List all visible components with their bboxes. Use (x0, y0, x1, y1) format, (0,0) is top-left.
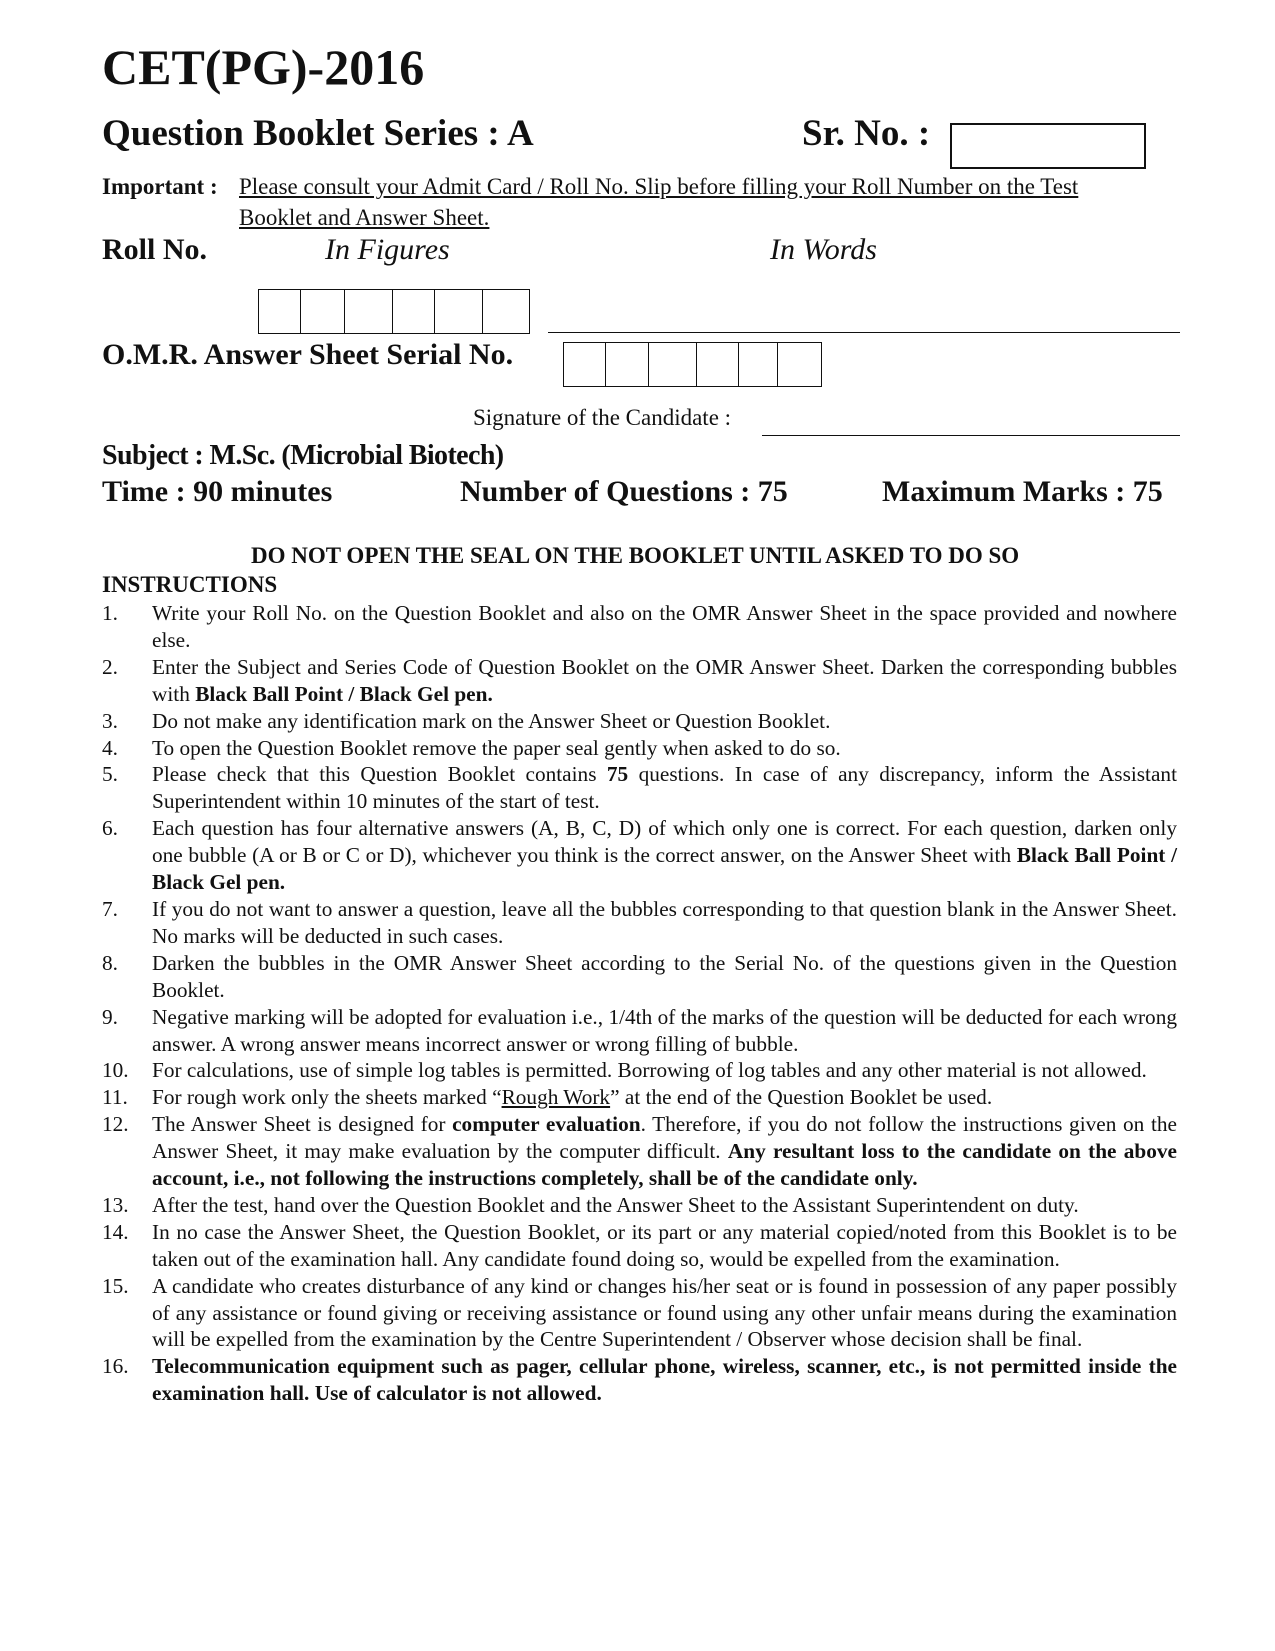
roll-no-label: Roll No. (102, 233, 207, 266)
instruction-text: computer evaluation (452, 1112, 641, 1137)
omr-digit-cell[interactable] (649, 343, 697, 386)
instruction-number: 7. (102, 896, 118, 921)
num-questions-label: Number of Questions : 75 (460, 475, 788, 508)
sr-no-box[interactable] (950, 123, 1146, 169)
instruction-text: Black Ball Point / Black Gel pen. (152, 843, 1177, 895)
instructions-heading: INSTRUCTIONS (102, 572, 278, 597)
instruction-item (102, 1084, 1177, 1111)
roll-digit-cell[interactable] (435, 290, 483, 333)
instruction-text: questions. In case of any discrepancy, inform the Assistant Superintendent within 10 minutes of the start of test. (152, 762, 1177, 814)
omr-label: O.M.R. Answer Sheet Serial No. (102, 338, 514, 371)
instruction-text: To open the Question Booklet remove the paper seal gently when asked to do so. (152, 735, 841, 760)
instruction-text: Each question has four alternative answers (A, B, C, D) of which only one is correct. For each question, darken only one bubble (A or B or C or D), whichever you think is the correct answer, on the Answer Sheet with (152, 816, 1177, 868)
instruction-text: Any resultant loss to the candidate on the above account, i.e., not following the instructions completely, shall be of the candidate only. (152, 1139, 1177, 1191)
instruction-number: 14. (102, 1219, 129, 1244)
max-marks-label: Maximum Marks : 75 (882, 475, 1163, 508)
instruction-number: 9. (102, 1004, 118, 1029)
subject-label: Subject : M.Sc. (Microbial Biotech) (102, 440, 504, 471)
instruction-item (102, 761, 1177, 815)
instruction-item (102, 1353, 1177, 1407)
omr-digit-cell[interactable] (564, 343, 606, 386)
instruction-text: Please check that this Question Booklet contains (152, 762, 607, 787)
instruction-text: A candidate who creates disturbance of any kind or changes his/her seat or is found in possession of any paper possibly of any assistance or found giving or receiving assistance or found using any other unfair means during the examination will be expelled from the examination by the Centre Superintendent / Observer whose decision shall be final. (152, 1273, 1177, 1352)
instruction-number: 11. (102, 1085, 128, 1110)
instruction-item (102, 1219, 1177, 1273)
instruction-item (102, 1111, 1177, 1192)
exam-title: CET(PG)-2016 (102, 39, 425, 95)
signature-label: Signature of the Candidate : (473, 405, 732, 430)
instruction-number: 6. (102, 816, 118, 841)
instruction-number: 1. (102, 601, 118, 625)
instruction-item (102, 1192, 1177, 1219)
roll-digit-cell[interactable] (483, 290, 529, 333)
instruction-number: 2. (102, 654, 118, 679)
roll-digit-cell[interactable] (301, 290, 345, 333)
instruction-text: Write your Roll No. on the Question Booklet and also on the OMR Answer Sheet in the space provided and nowhere else. (152, 601, 1177, 652)
instruction-item (102, 654, 1177, 708)
roll-digit-cell[interactable] (393, 290, 435, 333)
instruction-item (102, 1004, 1177, 1058)
roll-no-words-line[interactable] (548, 332, 1180, 333)
instruction-text: After the test, hand over the Question Booklet and the Answer Sheet to the Assistant Superintendent on duty. (152, 1192, 1079, 1217)
instruction-number: 13. (102, 1192, 129, 1217)
instruction-number: 4. (102, 735, 118, 760)
instruction-item (102, 950, 1177, 1004)
instruction-text: Enter the Subject and Series Code of Question Booklet on the OMR Answer Sheet. Darken the corresponding bubbles with (152, 654, 1177, 706)
roll-digit-cell[interactable] (345, 290, 393, 333)
time-label: Time : 90 minutes (102, 475, 333, 508)
instruction-text: Black Ball Point / Black Gel pen. (195, 681, 493, 706)
signature-line[interactable] (762, 435, 1180, 436)
instruction-text: If you do not want to answer a question, leave all the bubbles corresponding to that question blank in the Answer Sheet. No marks will be deducted in such cases. (152, 896, 1177, 948)
instruction-text: Negative marking will be adopted for evaluation i.e., 1/4th of the marks of the question will be deducted for each wrong answer. A wrong answer means incorrect answer or wrong filling of bubble. (152, 1004, 1177, 1056)
instructions-list (102, 600, 1177, 1407)
omr-digit-cell[interactable] (739, 343, 779, 386)
in-words-label: In Words (770, 233, 877, 266)
instruction-item (102, 1057, 1177, 1084)
instruction-text: The Answer Sheet is designed for (152, 1112, 453, 1137)
instruction-number: 5. (102, 762, 118, 787)
instruction-item (102, 600, 1177, 654)
instruction-item (102, 735, 1177, 762)
instruction-item (102, 896, 1177, 950)
roll-digit-cell[interactable] (259, 290, 301, 333)
omr-digit-cell[interactable] (697, 343, 739, 386)
in-figures-label: In Figures (325, 233, 450, 266)
instruction-number: 3. (102, 708, 118, 733)
instruction-number: 16. (102, 1354, 129, 1379)
instruction-text: For rough work only the sheets marked “ (152, 1085, 502, 1110)
instruction-number: 12. (102, 1112, 129, 1137)
instruction-text: Rough Work (501, 1085, 611, 1110)
omr-digit-cell[interactable] (778, 343, 821, 386)
roll-no-figures-boxes[interactable] (258, 289, 530, 334)
instruction-item (102, 1273, 1177, 1354)
instruction-text: 75 (606, 762, 629, 787)
instruction-text: Telecommunication equipment such as pager, cellular phone, wireless, scanner, etc., is not permitted inside the examination hall. Use of calculator is not allowed. (152, 1354, 1177, 1406)
important-line-2: Booklet and Answer Sheet. (239, 205, 490, 230)
instruction-text: . Therefore, if you do not follow the instructions given on the Answer Sheet, it may make evaluation by the computer difficult. (152, 1112, 1177, 1164)
important-label: Important : (102, 174, 218, 199)
instruction-text: ” at the end of the Question Booklet be used. (610, 1085, 993, 1110)
instruction-item (102, 708, 1177, 735)
seal-notice: DO NOT OPEN THE SEAL ON THE BOOKLET UNTIL ASKED TO DO SO (251, 543, 1020, 568)
instruction-number: 8. (102, 950, 118, 975)
instruction-number: 15. (102, 1273, 129, 1298)
instruction-text: Darken the bubbles in the OMR Answer Sheet according to the Serial No. of the questions given in the Question Booklet. (152, 950, 1177, 1002)
instruction-text: In no case the Answer Sheet, the Question Booklet, or its part or any material copied/noted from this Booklet is to be taken out of the examination hall. Any candidate found doing so, would be expelled from the examination. (152, 1219, 1177, 1271)
important-line-1: Please consult your Admit Card / Roll No. Slip before filling your Roll Number on the Test (239, 174, 1079, 199)
omr-digit-cell[interactable] (606, 343, 650, 386)
instruction-item (102, 815, 1177, 896)
instruction-number: 10. (102, 1058, 129, 1083)
sr-no-label: Sr. No. : (802, 113, 931, 154)
omr-serial-boxes[interactable] (563, 342, 822, 387)
series-label: Question Booklet Series : A (102, 113, 534, 154)
instruction-text: For calculations, use of simple log tables is permitted. Borrowing of log tables and any other material is not allowed. (152, 1058, 1147, 1083)
instruction-text: Do not make any identification mark on the Answer Sheet or Question Booklet. (152, 708, 831, 733)
